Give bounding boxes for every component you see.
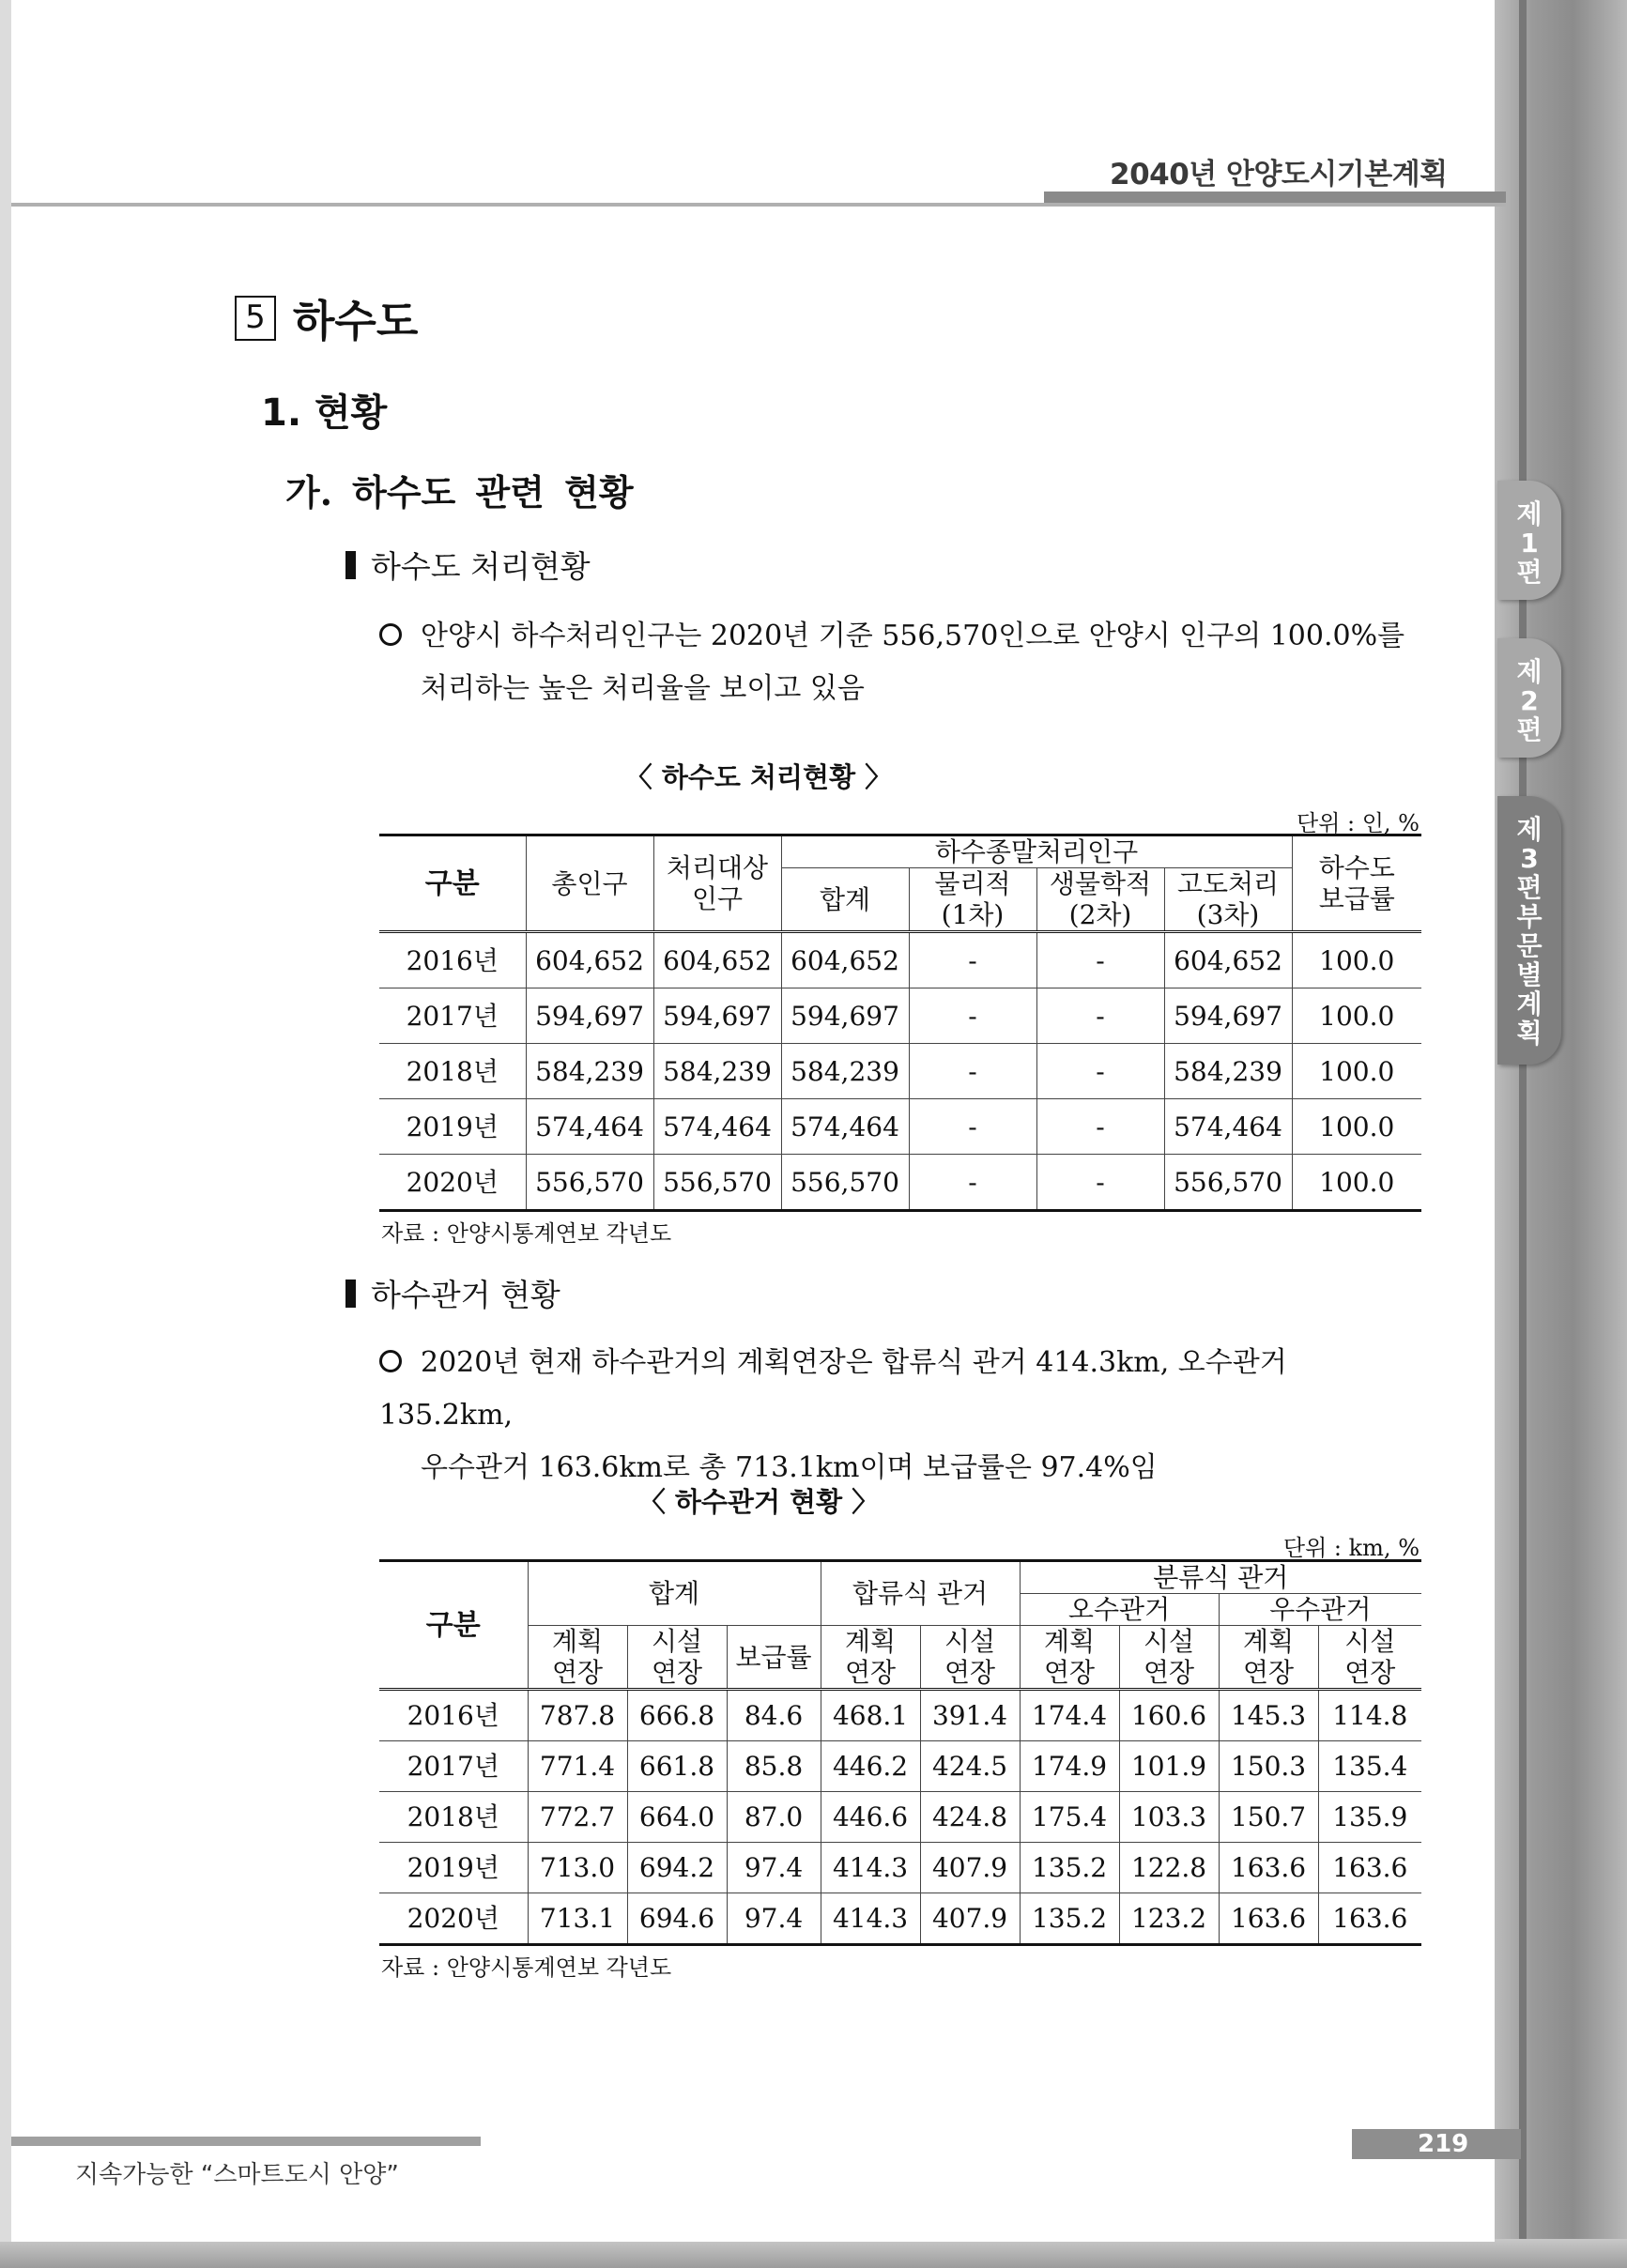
table2-caption: 〈 하수관거 현황 〉 bbox=[637, 1486, 880, 1518]
table-cell: 424.8 bbox=[920, 1792, 1020, 1843]
table2-header-plan-l1: 계획 bbox=[844, 1626, 897, 1657]
table-cell: 604,652 bbox=[653, 932, 781, 988]
table2-header-sewage: 오수관거 bbox=[1020, 1594, 1219, 1626]
table-cell: - bbox=[1036, 1044, 1164, 1099]
table-cell: 2020년 bbox=[379, 1155, 526, 1211]
table2-header-fac-l2: 연장 bbox=[651, 1657, 703, 1688]
table-cell: 713.0 bbox=[528, 1843, 627, 1893]
section-number-box: 5 bbox=[235, 296, 276, 341]
table-row bbox=[379, 932, 1421, 988]
table-cell: 787.8 bbox=[528, 1690, 627, 1741]
tab-part2[interactable] bbox=[1497, 638, 1561, 758]
table-cell: 666.8 bbox=[627, 1690, 727, 1741]
table-cell: 174.9 bbox=[1020, 1741, 1119, 1792]
sewer-pipe-table bbox=[379, 1559, 1421, 1946]
table-cell: 556,570 bbox=[1164, 1155, 1292, 1211]
table-cell: 2017년 bbox=[379, 988, 526, 1044]
table1-header-bio-l2: (2차) bbox=[1068, 899, 1132, 930]
table-cell: 713.1 bbox=[528, 1893, 627, 1945]
section-title: 하수도 bbox=[293, 296, 419, 346]
table-cell: 135.4 bbox=[1318, 1741, 1421, 1792]
table2-header-plan-l2: 연장 bbox=[551, 1657, 604, 1688]
table2-header-fac bbox=[920, 1626, 1020, 1690]
table2-header-plan-l1: 계획 bbox=[551, 1626, 604, 1657]
table2-header-fac-l1: 시설 bbox=[944, 1626, 996, 1657]
table-cell: 594,697 bbox=[781, 988, 909, 1044]
table1-header-total: 총인구 bbox=[526, 835, 653, 932]
table-cell: 407.9 bbox=[920, 1843, 1020, 1893]
table2-header-separate: 분류식 관거 bbox=[1020, 1561, 1421, 1594]
paragraph-treatment-line2: 처리하는 높은 처리율을 보이고 있음 bbox=[421, 672, 865, 705]
page-edge-line bbox=[1519, 0, 1527, 2268]
table-row bbox=[379, 988, 1421, 1044]
table-cell: 150.7 bbox=[1219, 1792, 1318, 1843]
table2-header-plan bbox=[1219, 1626, 1318, 1690]
table-cell: 594,697 bbox=[526, 988, 653, 1044]
paragraph-pipes-line2: 우수관거 163.6km로 총 713.1km이며 보급률은 97.4%임 bbox=[421, 1451, 1158, 1484]
table-cell: 446.2 bbox=[821, 1741, 920, 1792]
table2-header-sum: 합계 bbox=[528, 1561, 821, 1626]
table2-header-fac bbox=[1119, 1626, 1219, 1690]
table-cell: 100.0 bbox=[1292, 1044, 1421, 1099]
table-cell: 694.6 bbox=[627, 1893, 727, 1945]
table1-header-bio bbox=[1036, 868, 1164, 932]
table2-header-plan bbox=[528, 1626, 627, 1690]
table-cell: 103.3 bbox=[1119, 1792, 1219, 1843]
page-edge-shadow bbox=[1493, 0, 1627, 2268]
table-cell: 414.3 bbox=[821, 1843, 920, 1893]
table-cell: 163.6 bbox=[1219, 1843, 1318, 1893]
table-cell: 446.6 bbox=[821, 1792, 920, 1843]
table-cell: 135.9 bbox=[1318, 1792, 1421, 1843]
table-cell: - bbox=[1036, 932, 1164, 988]
table2-header-fac-l2: 연장 bbox=[944, 1657, 996, 1688]
table-cell: 574,464 bbox=[526, 1099, 653, 1155]
table-cell: 584,239 bbox=[781, 1044, 909, 1099]
table-cell: 100.0 bbox=[1292, 1155, 1421, 1211]
table-cell: 114.8 bbox=[1318, 1690, 1421, 1741]
tab-part3-char: 3 bbox=[1520, 843, 1539, 874]
table2-header-gubun: 구분 bbox=[379, 1561, 528, 1690]
table-cell: 2018년 bbox=[379, 1792, 528, 1843]
table2-header-plan-l1: 계획 bbox=[1043, 1626, 1096, 1657]
table2-header-fac-l1: 시설 bbox=[651, 1626, 703, 1657]
table-row bbox=[379, 1690, 1421, 1741]
table2-header-plan-l2: 연장 bbox=[1043, 1657, 1096, 1688]
table-cell: 664.0 bbox=[627, 1792, 727, 1843]
table-cell: 594,697 bbox=[653, 988, 781, 1044]
paragraph-treatment bbox=[379, 610, 1421, 715]
tab-part3-char: 별 bbox=[1516, 959, 1543, 990]
table-cell: 414.3 bbox=[821, 1893, 920, 1945]
page-bottom-shadow bbox=[0, 2239, 1627, 2268]
table-cell: 135.2 bbox=[1020, 1843, 1119, 1893]
table1-header-phys bbox=[909, 868, 1036, 932]
table1-header-rate-l1: 하수도 bbox=[1318, 852, 1395, 883]
table-cell: 160.6 bbox=[1119, 1690, 1219, 1741]
tab-part2-char: 편 bbox=[1516, 714, 1543, 745]
subheading-treatment-title: 하수도 처리현황 bbox=[371, 548, 591, 585]
table2-header-storm: 우수관거 bbox=[1219, 1594, 1421, 1626]
table-cell: 604,652 bbox=[781, 932, 909, 988]
table-cell: 574,464 bbox=[781, 1099, 909, 1155]
table-cell: 584,239 bbox=[653, 1044, 781, 1099]
heading-level1: 1. 현황 bbox=[261, 391, 388, 435]
table-cell: 594,697 bbox=[1164, 988, 1292, 1044]
table-cell: 2018년 bbox=[379, 1044, 526, 1099]
table2-source: 자료 : 안양시통계연보 각년도 bbox=[381, 1954, 672, 1981]
table1-header-rate bbox=[1292, 835, 1421, 932]
table-cell: 87.0 bbox=[727, 1792, 821, 1843]
table1-header-gubun: 구분 bbox=[379, 835, 526, 932]
paragraph-pipes-line1: 2020년 현재 하수관거의 계획연장은 합류식 관거 414.3km, 오수관거 135.2km, bbox=[379, 1346, 1287, 1432]
table1-header-phys-l2: (1차) bbox=[941, 899, 1005, 930]
table-cell: 163.6 bbox=[1318, 1893, 1421, 1945]
table-cell: 2019년 bbox=[379, 1099, 526, 1155]
table-cell: 150.3 bbox=[1219, 1741, 1318, 1792]
table1-header-target bbox=[653, 835, 781, 932]
table-cell: 584,239 bbox=[526, 1044, 653, 1099]
tab-part3-char: 문 bbox=[1516, 930, 1543, 961]
footer-slogan: 지속가능한 “스마트도시 안양” bbox=[75, 2161, 399, 2189]
table-cell: 123.2 bbox=[1119, 1893, 1219, 1945]
tab-part1-char: 편 bbox=[1516, 557, 1543, 588]
table-row bbox=[379, 1741, 1421, 1792]
running-header-title: 2040년 안양도시기본계획 bbox=[1110, 158, 1448, 192]
table-cell: 122.8 bbox=[1119, 1843, 1219, 1893]
table-cell: - bbox=[1036, 1155, 1164, 1211]
table-cell: 574,464 bbox=[653, 1099, 781, 1155]
table-cell: 100.0 bbox=[1292, 988, 1421, 1044]
table-cell: 771.4 bbox=[528, 1741, 627, 1792]
table-row bbox=[379, 1843, 1421, 1893]
tab-part3-char: 계 bbox=[1516, 988, 1543, 1019]
table1-header-target-l2: 인구 bbox=[691, 883, 744, 914]
tab-part3-char: 부 bbox=[1516, 901, 1543, 932]
table-cell: 135.2 bbox=[1020, 1893, 1119, 1945]
table-cell: - bbox=[909, 1099, 1036, 1155]
subheading-treatment bbox=[345, 543, 591, 587]
table2-header-rate: 보급률 bbox=[727, 1626, 821, 1690]
tab-part3[interactable] bbox=[1497, 796, 1561, 1065]
table-cell: - bbox=[1036, 988, 1164, 1044]
table-cell: 175.4 bbox=[1020, 1792, 1119, 1843]
table-cell: 174.4 bbox=[1020, 1690, 1119, 1741]
table-row bbox=[379, 1099, 1421, 1155]
square-bullet-icon bbox=[345, 551, 356, 579]
tab-part3-char: 제 bbox=[1516, 814, 1543, 845]
table-cell: 468.1 bbox=[821, 1690, 920, 1741]
table-cell: 694.2 bbox=[627, 1843, 727, 1893]
tab-part1-char: 제 bbox=[1516, 498, 1543, 529]
paragraph-pipes bbox=[379, 1337, 1421, 1494]
tab-part2-char: 2 bbox=[1520, 685, 1539, 716]
table-cell: 101.9 bbox=[1119, 1741, 1219, 1792]
circle-bullet-icon bbox=[379, 623, 402, 646]
header-rule bbox=[11, 203, 1506, 207]
table-cell: 604,652 bbox=[526, 932, 653, 988]
table-cell: 145.3 bbox=[1219, 1690, 1318, 1741]
table-cell: 85.8 bbox=[727, 1741, 821, 1792]
table-cell: 556,570 bbox=[653, 1155, 781, 1211]
table2-header-plan bbox=[1020, 1626, 1119, 1690]
table-cell: 574,464 bbox=[1164, 1099, 1292, 1155]
table-cell: 2019년 bbox=[379, 1843, 528, 1893]
page-number: 219 bbox=[1418, 2130, 1469, 2158]
table1-header-bio-l1: 생물학적 bbox=[1049, 868, 1152, 899]
table-cell: 556,570 bbox=[526, 1155, 653, 1211]
table-cell: 604,652 bbox=[1164, 932, 1292, 988]
table1-header-adv bbox=[1164, 868, 1292, 932]
table-cell: 424.5 bbox=[920, 1741, 1020, 1792]
table1-header-adv-l1: 고도처리 bbox=[1176, 868, 1280, 899]
table2-header-combined: 합류식 관거 bbox=[821, 1561, 1020, 1626]
tab-part1-char: 1 bbox=[1520, 528, 1539, 559]
table-cell: 97.4 bbox=[727, 1893, 821, 1945]
table2-header-plan-l2: 연장 bbox=[1242, 1657, 1295, 1688]
table-cell: - bbox=[1036, 1099, 1164, 1155]
table-cell: 97.4 bbox=[727, 1843, 821, 1893]
table2-header-fac-l2: 연장 bbox=[1344, 1657, 1396, 1688]
heading-level2: 가. 하수도 관련 현황 bbox=[285, 471, 634, 513]
table-cell: 100.0 bbox=[1292, 1099, 1421, 1155]
header-bar bbox=[1044, 192, 1506, 203]
table2-header-fac bbox=[1318, 1626, 1421, 1690]
tab-part3-char: 획 bbox=[1516, 1018, 1543, 1049]
square-bullet-icon bbox=[345, 1280, 356, 1308]
table-row bbox=[379, 1792, 1421, 1843]
table1-caption: 〈 하수도 처리현황 〉 bbox=[624, 761, 893, 793]
table2-header-plan-l1: 계획 bbox=[1242, 1626, 1295, 1657]
table1-header-phys-l1: 물리적 bbox=[934, 868, 1011, 899]
subheading-pipes bbox=[345, 1271, 560, 1315]
table-cell: 2020년 bbox=[379, 1893, 528, 1945]
table-cell: 584,239 bbox=[1164, 1044, 1292, 1099]
table-cell: - bbox=[909, 1155, 1036, 1211]
tab-part3-char: 편 bbox=[1516, 872, 1543, 903]
table-cell: 2016년 bbox=[379, 932, 526, 988]
table1-header-adv-l2: (3차) bbox=[1196, 899, 1260, 930]
table-cell: 407.9 bbox=[920, 1893, 1020, 1945]
table2-header-fac-l1: 시설 bbox=[1143, 1626, 1195, 1657]
table1-unit: 단위 : 인, % bbox=[1297, 810, 1420, 836]
table1-header-target-l1: 처리대상 bbox=[666, 852, 769, 883]
table-cell: 163.6 bbox=[1219, 1893, 1318, 1945]
table1-header-sum: 합계 bbox=[781, 868, 909, 932]
paragraph-treatment-line1: 안양시 하수처리인구는 2020년 기준 556,570인으로 안양시 인구의 100.0%를 bbox=[421, 620, 1405, 652]
footer-bar bbox=[11, 2137, 481, 2146]
table2-header-fac-l2: 연장 bbox=[1143, 1657, 1195, 1688]
table1-source: 자료 : 안양시통계연보 각년도 bbox=[381, 1220, 672, 1247]
table-cell: 556,570 bbox=[781, 1155, 909, 1211]
table-cell: 163.6 bbox=[1318, 1843, 1421, 1893]
sewage-treatment-table bbox=[379, 834, 1421, 1212]
table-cell: - bbox=[909, 932, 1036, 988]
tab-part2-char: 제 bbox=[1516, 656, 1543, 687]
table2-header-plan bbox=[821, 1626, 920, 1690]
table-cell: - bbox=[909, 1044, 1036, 1099]
tab-part1[interactable] bbox=[1497, 481, 1561, 600]
table-cell: 100.0 bbox=[1292, 932, 1421, 988]
table2-header-fac-l1: 시설 bbox=[1344, 1626, 1396, 1657]
table-cell: 84.6 bbox=[727, 1690, 821, 1741]
table-cell: 2016년 bbox=[379, 1690, 528, 1741]
table1-header-rate-l2: 보급률 bbox=[1318, 883, 1395, 914]
table-cell: 661.8 bbox=[627, 1741, 727, 1792]
table-cell: - bbox=[909, 988, 1036, 1044]
table2-unit: 단위 : km, % bbox=[1282, 1535, 1420, 1561]
table-cell: 391.4 bbox=[920, 1690, 1020, 1741]
table-cell: 2017년 bbox=[379, 1741, 528, 1792]
table-row bbox=[379, 1155, 1421, 1211]
table-row bbox=[379, 1893, 1421, 1945]
circle-bullet-icon bbox=[379, 1350, 402, 1372]
table2-header-plan-l2: 연장 bbox=[844, 1657, 897, 1688]
section-heading bbox=[235, 287, 418, 349]
table-cell: 772.7 bbox=[528, 1792, 627, 1843]
table2-header-fac bbox=[627, 1626, 727, 1690]
table-row bbox=[379, 1044, 1421, 1099]
subheading-pipes-title: 하수관거 현황 bbox=[371, 1277, 560, 1313]
table1-header-group: 하수종말처리인구 bbox=[781, 835, 1292, 868]
